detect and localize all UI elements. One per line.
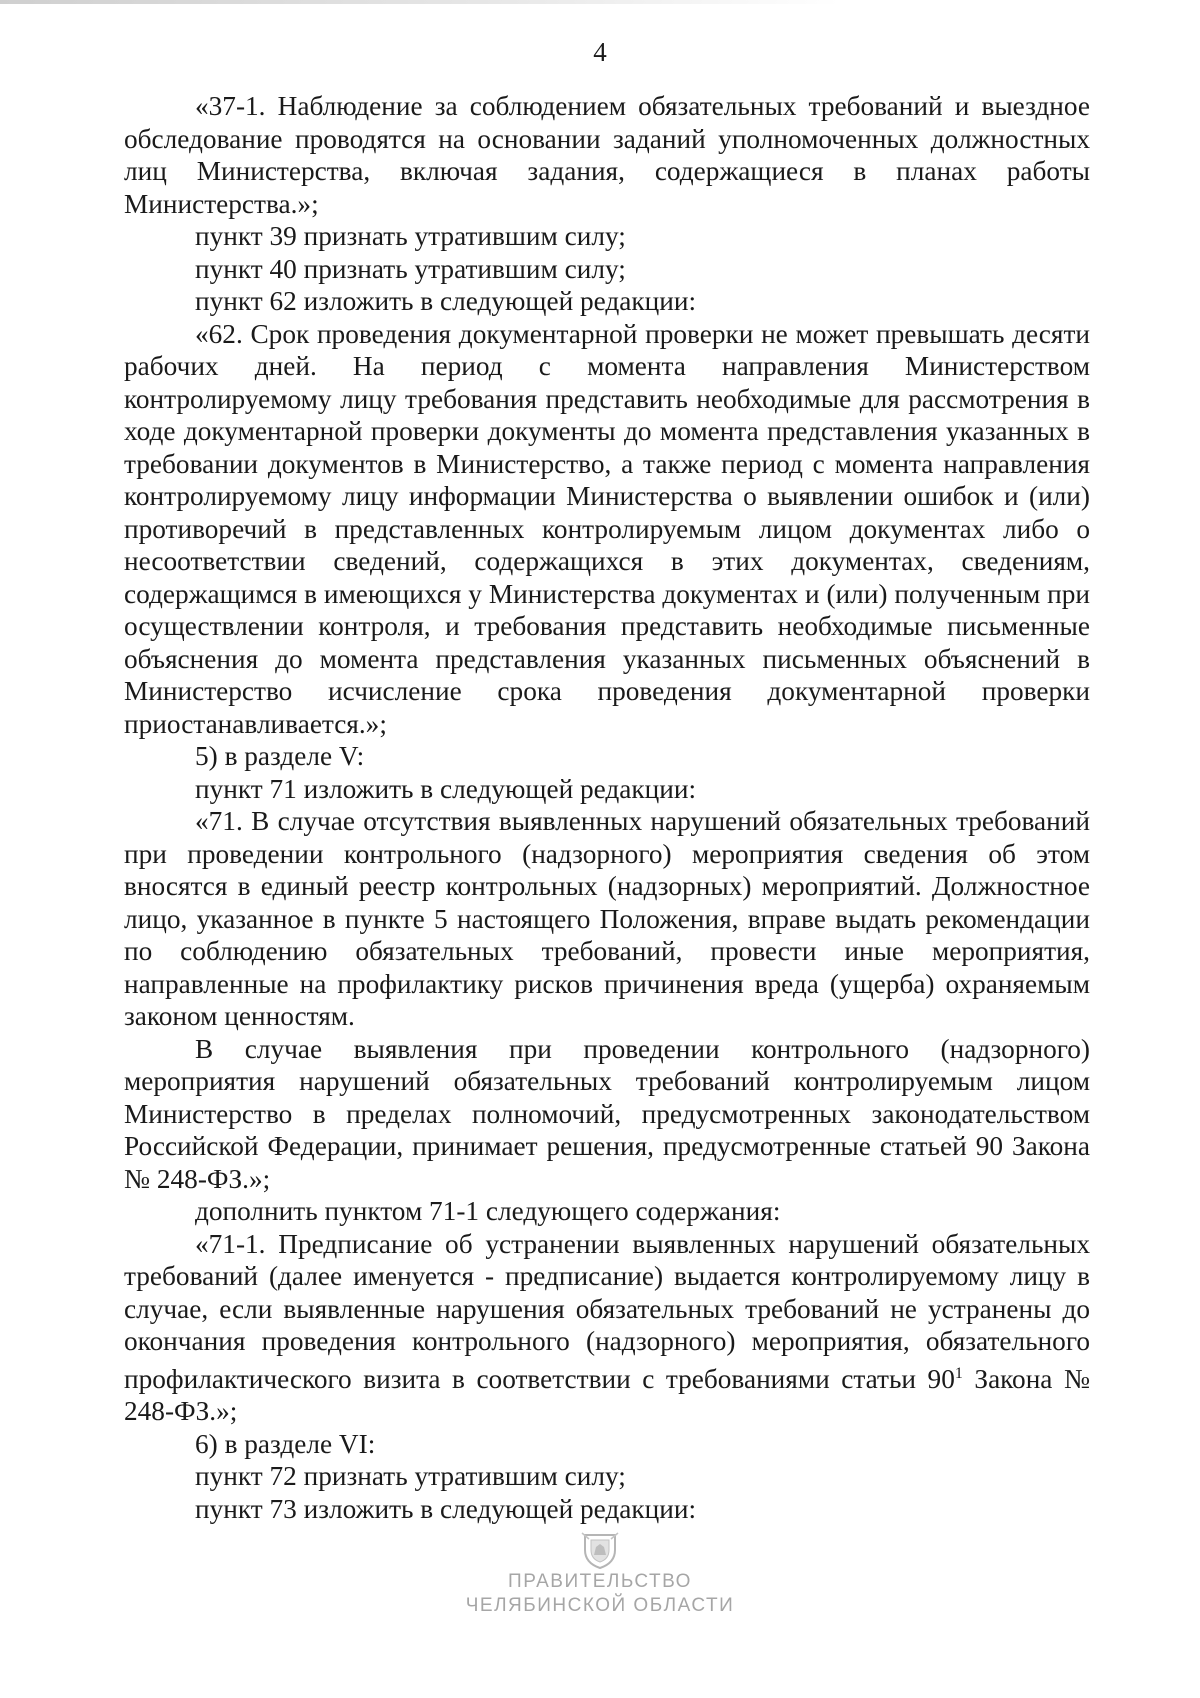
paragraph-item-71-intro: пункт 71 изложить в следующей редакции:	[195, 773, 697, 804]
paragraph-37-1: «37-1. Наблюдение за соблюдением обязательных требований и выездное обследование проводятся на основании заданий уполномоченных должностных лиц Министерства, включая задания, содержащиеся в планах работы Министерства.»;	[124, 91, 1090, 219]
document-body	[124, 90, 1090, 1525]
superscript-one: 1	[954, 1364, 963, 1382]
chelyabinsk-coat-of-arms-icon	[577, 1530, 623, 1570]
government-footer	[0, 1530, 1200, 1618]
paragraph-71-part-2: В случае выявления при проведении контрольного (надзорного) мероприятия нарушений обязательных требований контролируемым лицом Министерство в пределах полномочий, предусмотренных законодательством Российской Федерации, принимает решения, предусмотренные статьей 90 Закона № 248-ФЗ.»;	[124, 1033, 1090, 1194]
paragraph-item-71-1-intro: дополнить пунктом 71-1 следующего содержания:	[195, 1196, 781, 1226]
paragraph-section-6: 6) в разделе VI:	[195, 1428, 376, 1459]
paragraph-item-40: пункт 40 признать утратившим силу;	[195, 253, 626, 284]
paragraph-71-1	[124, 1228, 1090, 1428]
paragraph-62: «62. Срок проведения документарной проверки не может превышать десяти рабочих дней. На период с момента направления Министерством контролируемому лицу требования представить необходимые для рассмотрения в ходе документарной проверки документы до момента представления указанных в требовании документов в Министерство, а также период с момента направления контролируемому лицу информации Министерства о выявлении ошибок и (или) противоречий в представленных контролируемым лицом документах либо о несоответствии сведений, содержащихся в этих документах, сведениям, содержащимся в имеющихся у Министерства документах и (или) полученным при осуществлении контроля, и требования представить необходимые письменные объяснения до момента представления указанных письменных объяснений в Министерство исчисление срока проведения документарной проверки приостанавливается.»;	[124, 318, 1090, 739]
paragraph-item-39: пункт 39 признать утратившим силу;	[195, 221, 626, 251]
paragraph-section-5: 5) в разделе V:	[195, 741, 365, 771]
page-number: 4	[593, 37, 607, 67]
paragraph-item-73-intro: пункт 73 изложить в следующей редакции:	[195, 1493, 697, 1524]
org-name-line-2: ЧЕЛЯБИНСКОЙ ОБЛАСТИ	[465, 1595, 735, 1616]
org-name-line-1: ПРАВИТЕЛЬСТВО	[508, 1571, 692, 1592]
paragraph-item-72: пункт 72 признать утратившим силу;	[195, 1461, 626, 1492]
paragraph-item-62-intro: пункт 62 изложить в следующей редакции:	[195, 286, 697, 316]
paragraph-71-1-text: «71-1. Предписание об устранении выявленных нарушений обязательных требований (далее именуется - предписание) выдается контролируемому лицу в случае, если выявленные нарушения обязательных требований не устранены до окончания проведения контрольного (надзорного) мероприятия, обязательного профилактического визита в соответствии с требованиями статьи 90	[124, 1228, 1090, 1394]
scan-edge	[0, 0, 1200, 4]
paragraph-71: «71. В случае отсутствия выявленных нарушений обязательных требований при проведении контрольного (надзорного) мероприятия сведения об этом вносятся в единый реестр контрольных (надзорных) мероприятий. Должностное лицо, указанное в пункте 5 настоящего Положения, вправе выдать рекомендации по соблюдению обязательных требований, провести иные мероприятия, направленные на профилактику рисков причинения вреда (ущерба) охраняемым законом ценностям.	[124, 806, 1090, 1031]
paragraph-71-1-tail: Закона № 248-ФЗ.»;	[124, 1363, 1091, 1427]
